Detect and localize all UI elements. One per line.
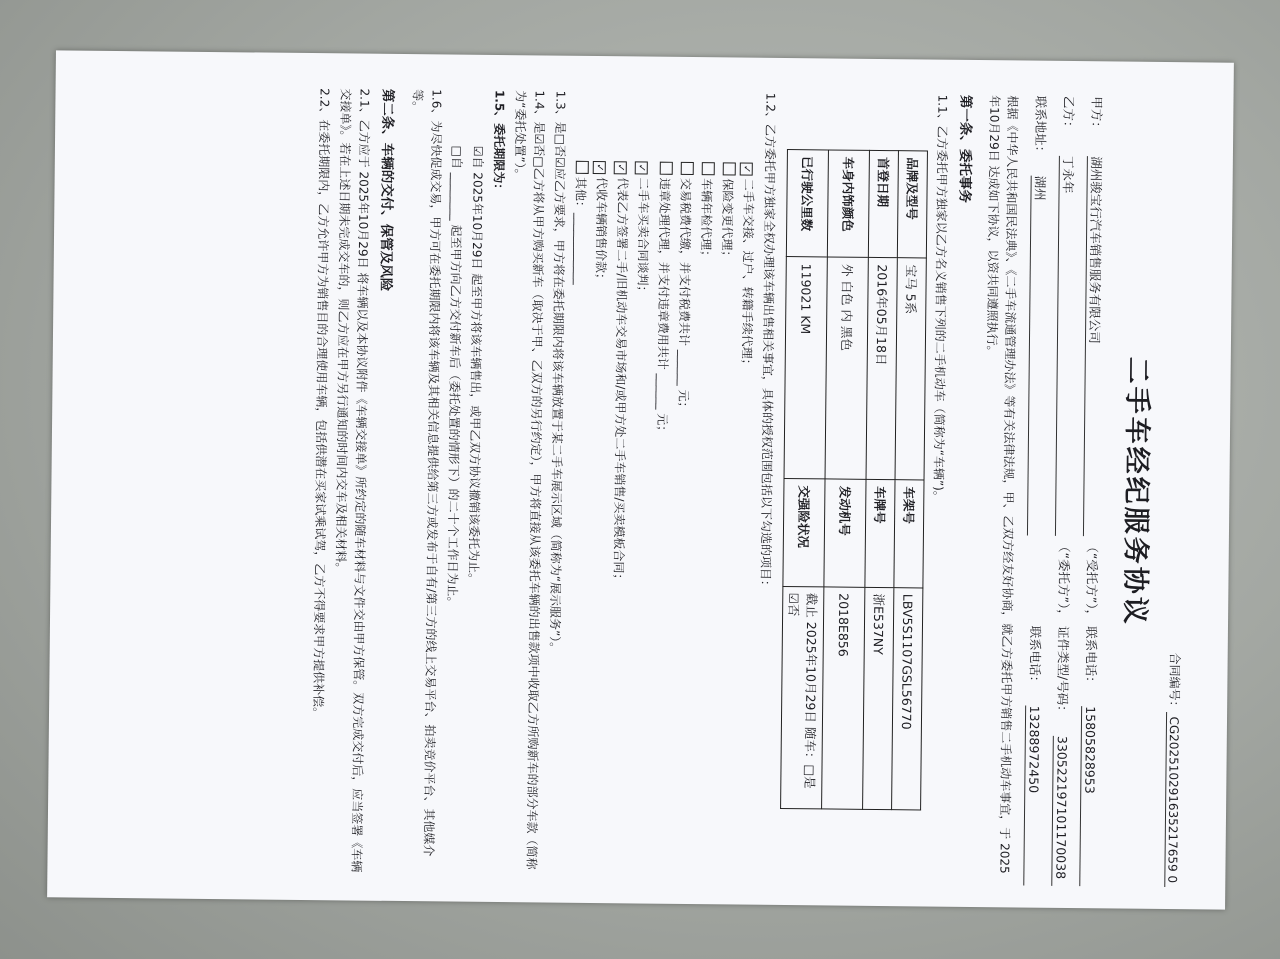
party-b-id-label: 证件类型/号码： xyxy=(1055,625,1071,718)
checkbox-icon[interactable] xyxy=(681,161,694,174)
clause-2-2: 2.2、在委托期限内，乙方允许甲方为销售目的合理使用车辆，包括供潜在买家试乘试驾，乙方不得要求甲方提供补偿。 xyxy=(310,87,332,719)
checkbox-icon[interactable] xyxy=(576,160,589,173)
clause-1-5-b: □自 ________ 起至甲方向乙方交付新车后（委托处置的情形下）的二十个工作日为止。 xyxy=(445,144,464,609)
article-2-heading: 第二条、车辆的交付、保管及风险 xyxy=(377,88,396,291)
option-text: 代收车辆销售价款； xyxy=(593,176,609,285)
color-label: 车身内饰颜色 xyxy=(827,149,869,257)
party-b-label: 乙方： xyxy=(1061,95,1077,134)
clause-1-2: 1.2、乙方委托甲方独家全权办理该车辆出售相关事宜，具体的授权范围包括以下勾选的项目： xyxy=(758,92,778,592)
mileage-label: 已行驶公里数 xyxy=(786,149,828,257)
brand-label: 品牌及型号 xyxy=(897,150,927,258)
contract-paper xyxy=(47,50,1234,909)
checkbox-icon[interactable]: ✓ xyxy=(635,161,648,174)
vin-value: LBV5S1107GSL56770 xyxy=(892,587,923,810)
party-a-label: 甲方： xyxy=(1089,95,1105,134)
clause-1-4: 1.4、是☑否□乙方将从甲方购买新车（取决于甲、乙双方的另行约定），甲方将直接从该委托车辆的出售款项中收取乙方所购新车的部分车款（简称为“委托处置”）。 xyxy=(512,89,547,870)
clause-1-1: 1.1、乙方委托甲方独家以乙方名义销售下列的二手机动车（简称为“车辆”)。 xyxy=(931,94,950,503)
checkbox-icon[interactable]: ✓ xyxy=(593,160,606,173)
brand-value: 宝马 5系 xyxy=(895,258,926,480)
article-1-heading: 第一条、委托事务 xyxy=(956,94,974,203)
option-text: 代表乙方签署二手/旧机动车交易市场和/或甲方处二手车销售/买卖模板合同； xyxy=(611,176,630,585)
reg-date-label: 首登日期 xyxy=(868,150,898,258)
clause-1-3: 1.3、是□否☑应乙方要求，甲方将在委托期限内将该车辆放置于某二手车展示区域（简称为“展示服务”）。 xyxy=(547,90,568,654)
option-text: 其他：____________ xyxy=(572,176,588,285)
option-text: 交易税费代缴，并支付税费共计 ______ 元； xyxy=(676,177,693,414)
option-text: 二手车买卖合同谈判； xyxy=(635,176,651,298)
vehicle-table xyxy=(780,149,928,810)
contract-number-value: CG202510291635217659 0 xyxy=(1164,712,1181,887)
document-title: 二手车经纪服务协议 xyxy=(1118,356,1153,627)
party-a-role: （“受托方”）， xyxy=(1084,539,1100,622)
address-label: 联系地址： xyxy=(1032,95,1049,158)
party-b-role: （“委托方”）， xyxy=(1056,539,1072,622)
clause-1-5: 1.5、委托期限为： xyxy=(491,89,507,195)
option-text: 车辆年检代理； xyxy=(698,177,714,262)
contract-number-label: 合同编号： xyxy=(1167,651,1182,713)
plate-label: 车牌号 xyxy=(865,479,895,587)
insurance-label: 交强险状况 xyxy=(783,478,825,586)
engine-label: 发动机号 xyxy=(824,479,866,587)
option-text: 二手车交接、过户、转籍手续代理； xyxy=(739,178,756,371)
address-value: 湖州 xyxy=(1027,175,1049,535)
vin-label: 车架号 xyxy=(894,479,924,587)
clause-2-1: 2.1、乙方应于 2025年10月29日 将车辆以及本协议附件《车辆交接单》所约定的随车材料与文件交由甲方保管。双方完成交付后，应当签署《车辆交接单》。若在上述日期未完成交车的，则乙方应在甲方另行通知的时间内交车及相关材料。 xyxy=(333,87,372,872)
party-a-name: 湖州骏宝行汽车销售服务有限公司 xyxy=(1083,156,1105,536)
color-value: 外 白色 内 黑色 xyxy=(825,257,868,479)
engine-value: 2018E856 xyxy=(822,586,865,809)
clause-1-5-a: ☑自 2025年10月29日 起至甲方将该车辆售出，或甲乙双方协议撤销该委托为止。 xyxy=(466,145,485,585)
party-b-name: 丁永年 xyxy=(1055,155,1077,535)
checkbox-icon[interactable] xyxy=(660,161,673,174)
checkbox-icon[interactable]: ✓ xyxy=(740,162,753,175)
clause-1-6: 1.6、为尽快促成交易，甲方可在委托期限内将该车辆及其相关信息提供给第三方或发布于自有/第三方的线上交易平台、拍卖竞价平台、其他媒介等。 xyxy=(410,88,444,857)
authorization-options xyxy=(563,90,758,882)
mileage-value: 119021 KM xyxy=(784,256,827,478)
party-a-phone-label: 联系电话： xyxy=(1083,625,1099,689)
party-b-id: 330522197101170038 xyxy=(1051,735,1071,885)
party-b-row xyxy=(1051,95,1077,885)
checkbox-icon[interactable] xyxy=(723,162,736,175)
address-phone: 13288972450 xyxy=(1023,705,1043,885)
plate-value: 浙E537NY xyxy=(863,586,894,809)
contract-body xyxy=(304,88,1209,887)
address-phone-label: 联系电话： xyxy=(1027,625,1043,688)
address-row xyxy=(1023,95,1049,885)
option-text: 保险变更代理； xyxy=(719,177,735,262)
intro-paragraph: 根据《中华人民共和国民法典》、《二手车流通管理办法》等有关法律法规，甲、乙双方经友好协商，就乙方委托甲方销售二手机动车事宜，于 2025年10月29日 达成如下协议，以资共同遵照执行。 xyxy=(984,94,1020,874)
reg-date-value: 2016年05月18日 xyxy=(866,257,897,479)
checkbox-icon[interactable] xyxy=(702,162,715,175)
checkbox-icon[interactable]: ✓ xyxy=(614,161,627,174)
option-text: 违章处理代理，并支付违章费用共计 ______ 元； xyxy=(654,177,672,437)
contract-number xyxy=(1164,97,1189,887)
party-a-phone: 15805828953 xyxy=(1079,706,1099,886)
insurance-value: 截止 2025年10月29日 随车：□是 ☑否 xyxy=(781,586,824,809)
party-a-row xyxy=(1079,96,1105,886)
